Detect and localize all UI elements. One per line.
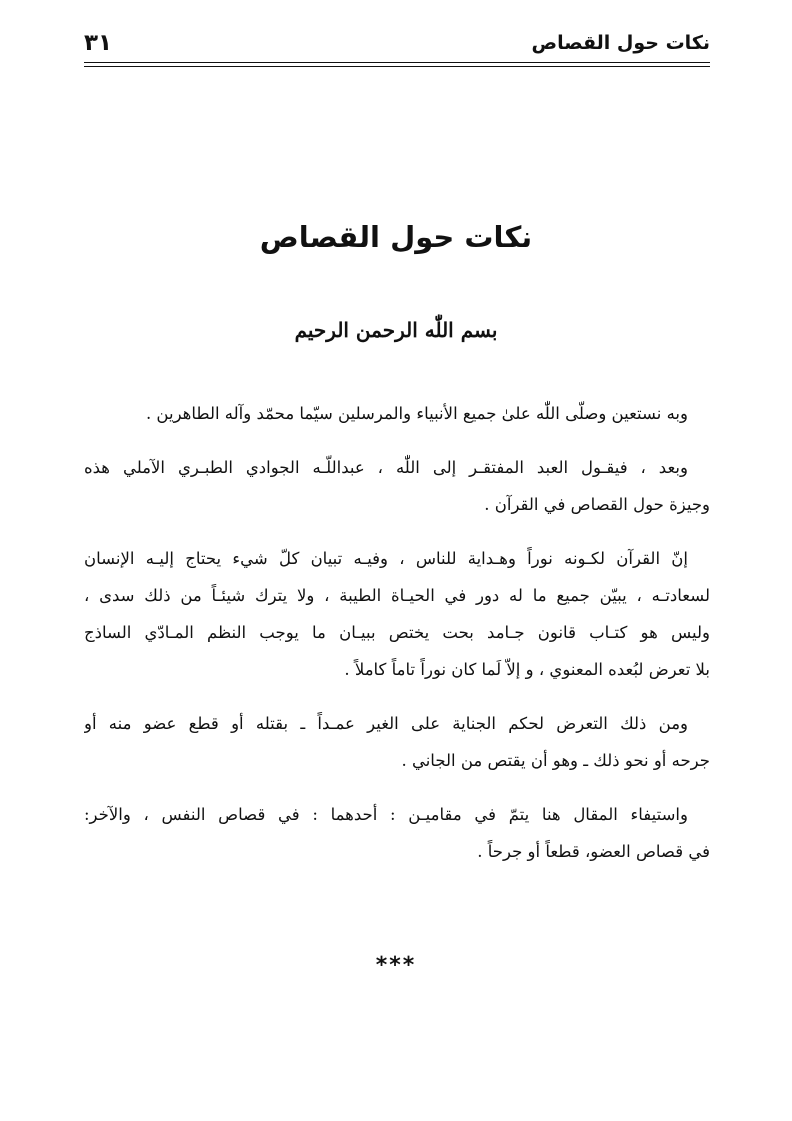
paragraph-line: وبه نستعين وصلّى اللّٰه علىٰ جميع الأنبياء والمرسلين سيّما محمّد وآله الطاهرين . bbox=[145, 404, 688, 423]
running-header bbox=[84, 30, 710, 62]
paragraph-line: وليس هو كتـاب قانون جـامد بحت يختص ببيـان ما يوجب النظم المـادّي الساذج bbox=[84, 623, 710, 642]
paragraph-line: جرحه أو نحو ذلك ـ وهو أن يقتص من الجاني . bbox=[401, 751, 710, 770]
running-title: نكات حول القصاص bbox=[531, 32, 710, 54]
paragraph-line: واستيفاء المقال هنا يتمّ في مقاميـن : أحدهما : في قصاص النفس ، والآخر: bbox=[84, 805, 688, 824]
paragraph-line: ومن ذلك التعرض لحكم الجناية على الغير عمـداً ـ بقتله أو قطع عضو منه أو bbox=[84, 714, 688, 733]
paragraph bbox=[84, 540, 710, 688]
paragraph bbox=[84, 796, 710, 870]
header-rule-top bbox=[84, 62, 710, 63]
section-separator: *** bbox=[375, 953, 417, 978]
header-rule-bottom bbox=[84, 66, 710, 67]
paragraph-line: إنّ القرآن لكـونه نوراً وهـداية للناس ، وفيـه تبيان كلّ شيء يحتاج إليـه الإنسان bbox=[84, 549, 688, 568]
paragraph bbox=[84, 705, 710, 779]
paragraph-line: بلا تعرض لبُعده المعنوي ، و إلاّ لَما كان نوراً تاماً كاملاً . bbox=[344, 660, 710, 679]
paragraph-line: لسعادتـه ، يبيّن جميع ما له دور في الحيـاة الطيبة ، ولا يترك شيئـاً من ذلك سدى ، bbox=[84, 586, 710, 605]
body-text bbox=[84, 395, 710, 887]
paragraph-line: وجيزة حول القصاص في القرآن . bbox=[484, 495, 710, 514]
paragraph bbox=[84, 395, 710, 432]
chapter-title: نكات حول القصاص bbox=[259, 220, 533, 254]
page-number: ٣١ bbox=[84, 30, 113, 56]
basmala: بسم اللّٰه الرحمن الرحيم bbox=[294, 318, 498, 342]
paragraph-line: وبعد ، فيقـول العبد المفتقـر إلى اللّٰه ، عبداللّـه الجوادي الطبـري الآملي هذه bbox=[84, 458, 688, 477]
paragraph-line: في قصاص العضو، قطعاً أو جرحاً . bbox=[477, 842, 710, 861]
paragraph bbox=[84, 449, 710, 523]
